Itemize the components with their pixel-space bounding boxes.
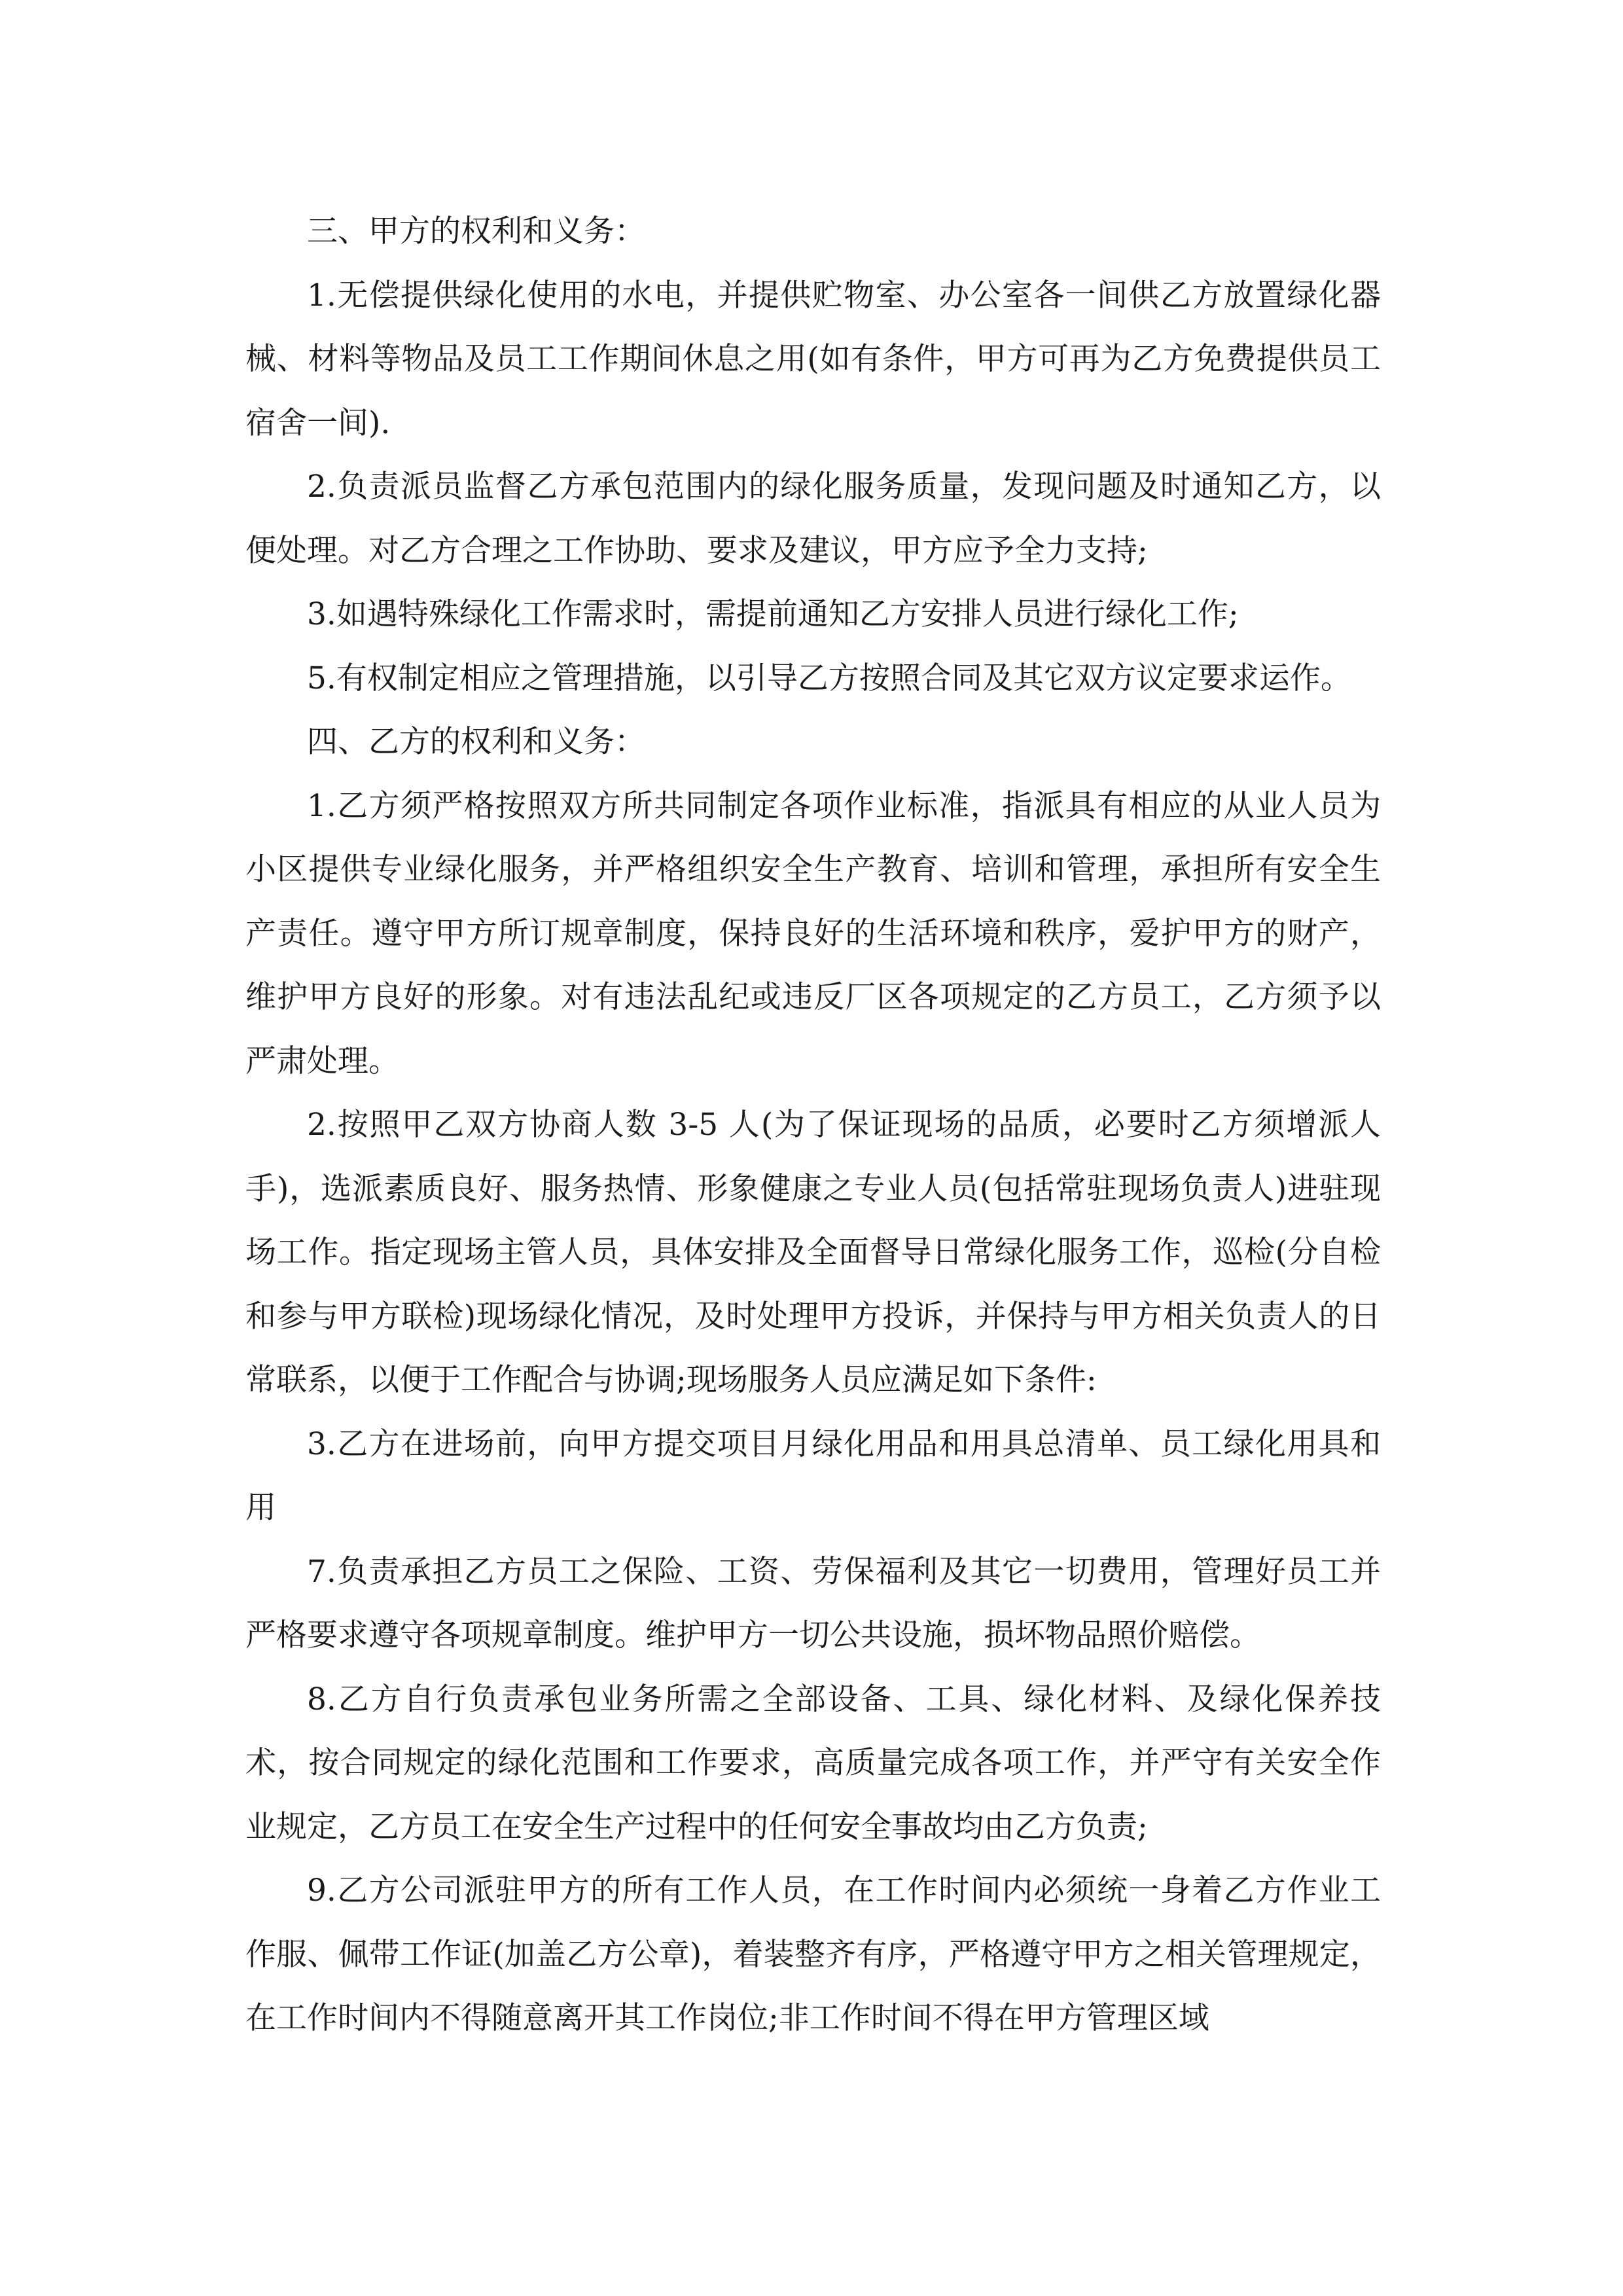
paragraph-a5: 5.有权制定相应之管理措施，以引导乙方按照合同及其它双方议定要求运作。 <box>307 660 1351 696</box>
document-body <box>245 200 1381 2051</box>
paragraph-a3: 3.如遇特殊绿化工作需求时，需提前通知乙方安排人员进行绿化工作; <box>307 596 1239 632</box>
paragraph-b9: 9.乙方公司派驻甲方的所有工作人员，在工作时间内必须统一身着乙方作业工作服、佩带工作证(加盖乙方公章)，着装整齐有序，严格遵守甲方之相关管理规定，在工作时间内不得随意离开其工作岗位;非工作时间不得在甲方管理区域 <box>245 1873 1381 2036</box>
paragraph-b1: 1.乙方须严格按照双方所共同制定各项作业标准，指派具有相应的从业人员为小区提供专业绿化服务，并严格组织安全生产教育、培训和管理，承担所有安全生产责任。遵守甲方所订规章制度，保持良好的生活环境和秩序，爱护甲方的财产，维护甲方良好的形象。对有违法乱纪或违反厂区各项规定的乙方员工，乙方须予以严肃处理。 <box>245 787 1381 1079</box>
paragraph-b3: 3.乙方在进场前，向甲方提交项目月绿化用品和用具总清单、员工绿化用具和用 <box>245 1426 1381 1526</box>
section-heading-party-b: 四、乙方的权利和义务： <box>307 724 645 760</box>
section-heading-party-a: 三、甲方的权利和义务： <box>307 213 645 249</box>
paragraph-a1: 1.无偿提供绿化使用的水电，并提供贮物室、办公室各一间供乙方放置绿化器械、材料等物品及员工工作期间休息之用(如有条件，甲方可再为乙方免费提供员工宿舍一间). <box>245 277 1381 441</box>
paragraph-b7: 7.负责承担乙方员工之保险、工资、劳保福利及其它一切费用，管理好员工并严格要求遵守各项规章制度。维护甲方一切公共设施，损坏物品照价赔偿。 <box>245 1553 1381 1653</box>
paragraph-a2: 2.负责派员监督乙方承包范围内的绿化服务质量，发现问题及时通知乙方，以便处理。对乙方合理之工作协助、要求及建议，甲方应予全力支持; <box>245 469 1381 569</box>
paragraph-b8: 8.乙方自行负责承包业务所需之全部设备、工具、绿化材料、及绿化保养技术，按合同规定的绿化范围和工作要求，高质量完成各项工作，并严守有关安全作业规定，乙方员工在安全生产过程中的任何安全事故均由乙方负责; <box>245 1681 1381 1845</box>
paragraph-b2: 2.按照甲乙双方协商人数 3-5 人(为了保证现场的品质，必要时乙方须增派人手)，选派素质良好、服务热情、形象健康之专业人员(包括常驻现场负责人)进驻现场工作。指定现场主管人员，具体安排及全面督导日常绿化服务工作，巡检(分自检和参与甲方联检)现场绿化情况，及时处理甲方投诉，并保持与甲方相关负责人的日常联系，以便于工作配合与协调;现场服务人员应满足如下条件: <box>245 1107 1381 1398</box>
